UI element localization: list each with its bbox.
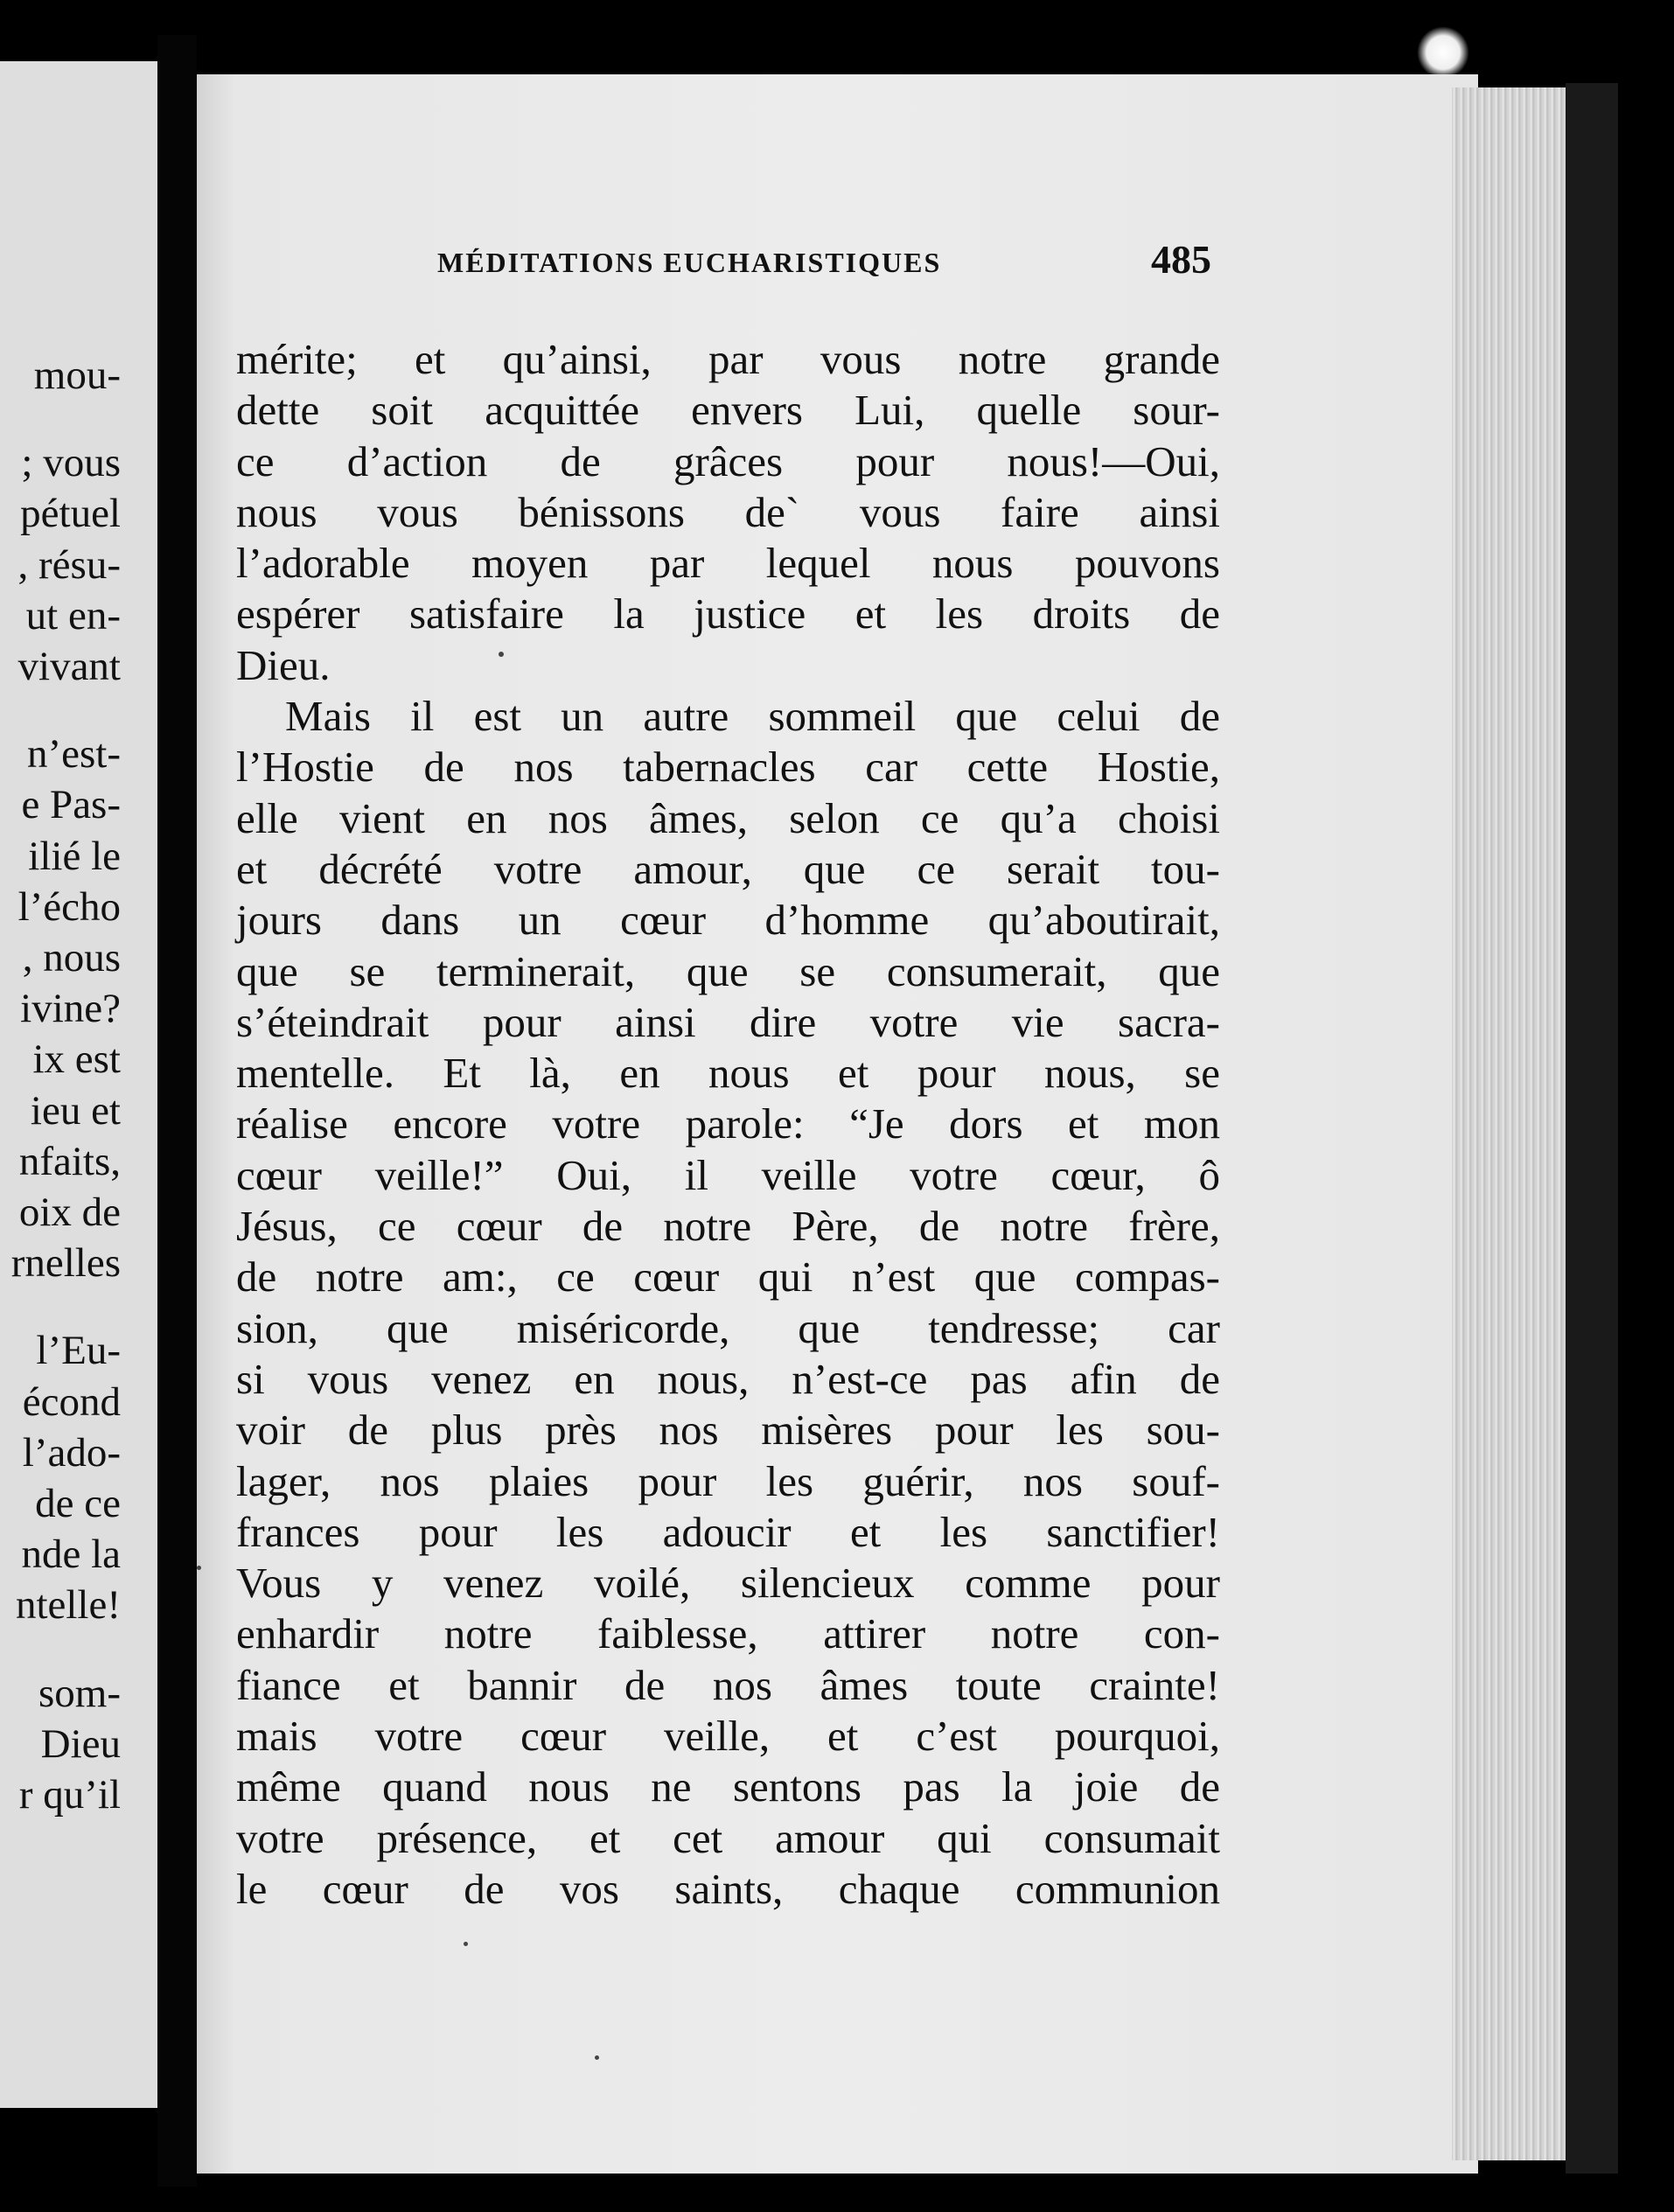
book-cover-edge bbox=[1566, 83, 1618, 2174]
text-line: elle vient en nos âmes, selon ce qu’a choisi bbox=[236, 793, 1220, 842]
text-line: si vous venez en nous, n’est-ce pas afin de bbox=[236, 1354, 1220, 1403]
fragment-line: som- bbox=[38, 1670, 121, 1716]
scan-speck bbox=[1417, 26, 1469, 79]
text-line: s’éteindrait pour ainsi dire votre vie sacra- bbox=[236, 997, 1220, 1046]
fragment-line: ilié le bbox=[28, 833, 121, 879]
text-line: lager, nos plaies pour les guérir, nos souf- bbox=[236, 1456, 1220, 1505]
text-line: Jésus, ce cœur de notre Père, de notre frère, bbox=[236, 1202, 1220, 1251]
scan-dot bbox=[595, 2055, 599, 2060]
fragment-line: de ce bbox=[35, 1481, 121, 1527]
previous-page-fragment bbox=[0, 61, 157, 2108]
fragment-line: rnelles bbox=[10, 1240, 121, 1287]
text-line: l’adorable moyen par lequel nous pouvons bbox=[236, 539, 1220, 588]
fragment-line: nfaits, bbox=[18, 1138, 121, 1184]
fragment-line: ivine? bbox=[20, 986, 121, 1032]
page-edges bbox=[1452, 87, 1566, 2160]
fragment-line: ut en- bbox=[25, 592, 121, 638]
fragment-line: ; vous bbox=[21, 440, 121, 486]
text-line: espérer satisfaire la justice et les droits de bbox=[236, 590, 1220, 638]
book-gutter bbox=[157, 35, 197, 2187]
fragment-gap bbox=[0, 692, 121, 729]
text-line: voir de plus près nos misères pour les sou- bbox=[236, 1406, 1220, 1455]
scan-dot bbox=[464, 1942, 468, 1946]
text-line: réalise encore votre parole: “Je dors et mon bbox=[236, 1099, 1220, 1148]
fragment-gap bbox=[0, 401, 121, 437]
text-line: que se terminerait, que se consumerait, que bbox=[236, 946, 1220, 995]
text-line: sion, que miséricorde, que tendresse; car bbox=[236, 1303, 1220, 1352]
fragment-line: Dieu bbox=[40, 1720, 121, 1767]
page-number: 485 bbox=[1151, 237, 1211, 282]
text-line: fiance et bannir de nos âmes toute crainte! bbox=[236, 1660, 1220, 1709]
scan-dot bbox=[197, 1566, 201, 1570]
running-title: MÉDITATIONS EUCHARISTIQUES bbox=[437, 247, 942, 278]
text-line: enhardir notre faiblesse, attirer notre con- bbox=[236, 1609, 1220, 1658]
text-line: de notre am:, ce cœur qui n’est que compas- bbox=[236, 1253, 1220, 1301]
fragment-line: l’écho bbox=[17, 883, 121, 930]
fragment-line: mou- bbox=[33, 352, 121, 398]
fragment-gap bbox=[0, 1631, 121, 1668]
fragment-line: ix est bbox=[32, 1036, 121, 1083]
text-line: le cœur de vos saints, chaque communion bbox=[236, 1864, 1220, 1913]
fragment-line: oix de bbox=[18, 1190, 121, 1236]
fragment-line: ieu et bbox=[30, 1087, 121, 1134]
fragment-line: , nous bbox=[22, 935, 121, 981]
text-line: mentelle. Et là, en nous et pour nous, se bbox=[236, 1049, 1220, 1098]
text-line: et décrété votre amour, que ce serait tou- bbox=[236, 844, 1220, 893]
text-line: même quand nous ne sentons pas la joie de bbox=[236, 1762, 1220, 1811]
fragment-line: écond bbox=[22, 1378, 121, 1425]
text-line: votre présence, et cet amour qui consumait bbox=[236, 1813, 1220, 1862]
fragment-line: l’Eu- bbox=[36, 1328, 121, 1374]
text-line: mais votre cœur veille, et c’est pourquoi, bbox=[236, 1712, 1220, 1761]
fragment-line: nde la bbox=[21, 1532, 121, 1578]
fragment-line: ntelle! bbox=[15, 1582, 121, 1629]
text-line: l’Hostie de nos tabernacles car cette Hostie, bbox=[236, 743, 1220, 792]
fragment-line: r qu’il bbox=[18, 1772, 121, 1818]
text-line: frances pour les adoucir et les sanctifier! bbox=[236, 1507, 1220, 1556]
fragment-line: n’est- bbox=[26, 731, 121, 778]
running-head bbox=[437, 236, 1220, 289]
text-line: nous vous bénissons de` vous faire ainsi bbox=[236, 487, 1220, 536]
paragraph-first-line: Mais il est un autre sommeil que celui de bbox=[285, 692, 1220, 741]
text-line: Dieu. bbox=[236, 640, 331, 689]
text-line: mérite; et qu’ainsi, par vous notre grande bbox=[236, 335, 1220, 383]
fragment-line: e Pas- bbox=[21, 782, 121, 828]
text-line: jours dans un cœur d’homme qu’aboutirait, bbox=[236, 896, 1220, 945]
fragment-line: , résu- bbox=[17, 541, 121, 588]
fragment-line: l’ado- bbox=[22, 1429, 121, 1476]
fragment-line: pétuel bbox=[20, 491, 121, 537]
fragment-line: vivant bbox=[17, 644, 121, 690]
text-line: cœur veille!” Oui, il veille votre cœur, ô bbox=[236, 1150, 1220, 1199]
text-line: ce d’action de grâces pour nous!—Oui, bbox=[236, 436, 1220, 485]
fragment-gap bbox=[0, 1288, 121, 1325]
text-line: dette soit acquittée envers Lui, quelle sour- bbox=[236, 386, 1220, 435]
scan-dot bbox=[499, 652, 504, 657]
text-line: Vous y venez voilé, silencieux comme pour bbox=[236, 1559, 1220, 1608]
previous-page-text bbox=[0, 350, 121, 1820]
page-body bbox=[236, 334, 1220, 1915]
